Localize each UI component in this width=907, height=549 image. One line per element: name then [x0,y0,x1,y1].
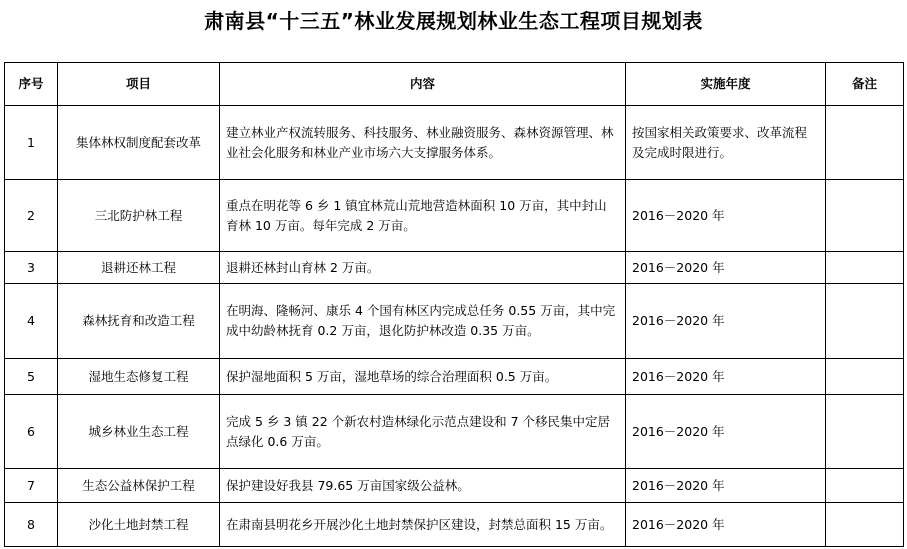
table-row [5,469,904,503]
row-seq: 2 [5,180,58,252]
row-project: 湿地生态修复工程 [58,359,220,395]
table-row [5,395,904,469]
page-title: 肃南县“十三五”林业发展规划林业生态工程项目规划表 [204,9,703,33]
row-project: 退耕还林工程 [58,252,220,284]
row-note [826,106,904,180]
row-seq: 7 [5,469,58,503]
row-project: 沙化土地封禁工程 [58,503,220,547]
row-note [826,395,904,469]
row-note [826,503,904,547]
row-year: 2016－2020 年 [626,469,826,503]
row-note [826,252,904,284]
row-seq: 1 [5,106,58,180]
row-content: 完成 5 乡 3 镇 22 个新农村造林绿化示范点建设和 7 个移民集中定居点绿化 0.6 万亩。 [220,395,626,469]
row-content: 重点在明花等 6 乡 1 镇宜林荒山荒地营造林面积 10 万亩，其中封山育林 10 万亩。每年完成 2 万亩。 [220,180,626,252]
row-note [826,469,904,503]
table-row [5,106,904,180]
row-year: 2016－2020 年 [626,359,826,395]
row-year: 2016－2020 年 [626,180,826,252]
header-content: 内容 [220,63,626,106]
row-content: 在明海、隆畅河、康乐 4 个国有林区内完成总任务 0.55 万亩，其中完成中幼龄林抚育 0.2 万亩，退化防护林改造 0.35 万亩。 [220,284,626,359]
row-seq: 5 [5,359,58,395]
row-seq: 4 [5,284,58,359]
header-note: 备注 [826,63,904,106]
table-row [5,359,904,395]
row-note [826,284,904,359]
row-note [826,359,904,395]
row-content: 保护建设好我县 79.65 万亩国家级公益林。 [220,469,626,503]
row-seq: 6 [5,395,58,469]
header-project: 项目 [58,63,220,106]
table-row [5,252,904,284]
row-year: 2016－2020 年 [626,503,826,547]
row-note [826,180,904,252]
project-plan-table [4,62,904,547]
row-content: 退耕还林封山育林 2 万亩。 [220,252,626,284]
table-row [5,180,904,252]
row-project: 三北防护林工程 [58,180,220,252]
row-project: 集体林权制度配套改革 [58,106,220,180]
row-project: 生态公益林保护工程 [58,469,220,503]
row-content: 在肃南县明花乡开展沙化土地封禁保护区建设，封禁总面积 15 万亩。 [220,503,626,547]
row-year: 按国家相关政策要求、改革流程及完成时限进行。 [626,106,826,180]
row-project: 城乡林业生态工程 [58,395,220,469]
row-year: 2016－2020 年 [626,395,826,469]
table-row [5,503,904,547]
header-year: 实施年度 [626,63,826,106]
row-year: 2016－2020 年 [626,284,826,359]
row-project: 森林抚育和改造工程 [58,284,220,359]
table-row [5,284,904,359]
row-seq: 8 [5,503,58,547]
row-year: 2016－2020 年 [626,252,826,284]
row-content: 保护湿地面积 5 万亩，湿地草场的综合治理面积 0.5 万亩。 [220,359,626,395]
header-seq: 序号 [5,63,58,106]
row-content: 建立林业产权流转服务、科技服务、林业融资服务、森林资源管理、林业社会化服务和林业产业市场六大支撑服务体系。 [220,106,626,180]
row-seq: 3 [5,252,58,284]
table-header-row [5,63,904,106]
